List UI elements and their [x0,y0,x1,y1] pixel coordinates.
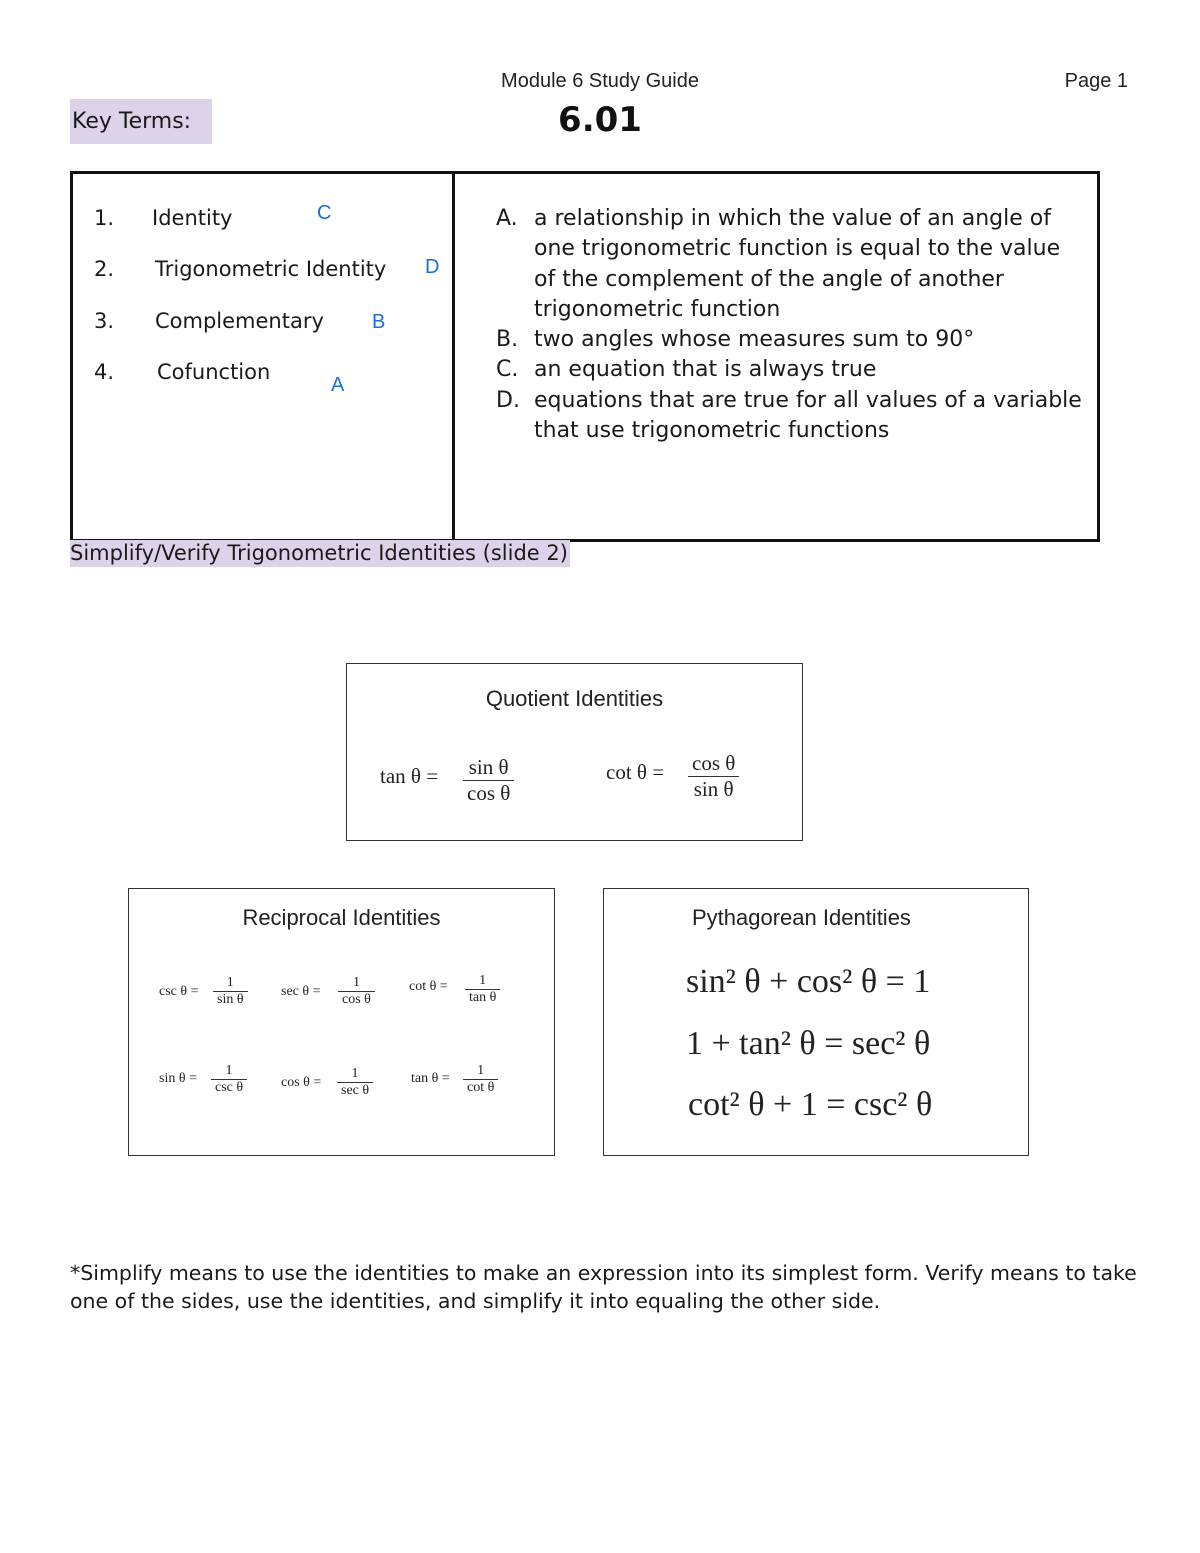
definition-text: equations that are true for all values of a variable that use trigonometric functions [534,387,1082,444]
pythagorean-identities-title: Pythagorean Identities [692,905,911,930]
term-answer: D [425,256,440,278]
table-divider [452,171,455,542]
definition-text: an equation that is always true [534,357,877,383]
definition-item [496,355,1086,385]
term-number: 3. [94,309,115,333]
section-number: 6.01 [558,100,642,140]
sin-fraction [211,1063,247,1096]
cot-fraction [688,751,739,802]
sec-fraction [338,975,375,1008]
cot-recip-denominator: tan θ [469,990,497,1005]
cot-recip-fraction [465,973,500,1006]
definition-letter: C. [496,357,519,383]
term-number: 4. [94,360,115,384]
definition-item [496,386,1086,447]
sin-denominator: csc θ [215,1080,244,1095]
cot-denominator: sin θ [693,777,734,801]
key-terms-label: Key Terms: [70,99,212,144]
tan-recip-lhs: tan θ = [411,1071,450,1086]
quotient-identities-box [346,663,803,841]
definition-item [496,325,1086,355]
cos-lhs: cos θ = [281,1075,322,1090]
sec-numerator: 1 [338,975,375,992]
term-identity: Identity [152,206,233,230]
cos-fraction [337,1066,373,1099]
sin-lhs: sin θ = [159,1071,197,1086]
tan-denominator: cos θ [467,781,511,805]
document-title: Module 6 Study Guide [501,70,699,92]
term-number: 2. [94,257,115,281]
definition-letter: D. [496,387,520,413]
cot-recip-numerator: 1 [465,973,500,990]
tan-recip-fraction [463,1063,498,1096]
section-subheading: Simplify/Verify Trigonometric Identities (slide 2) [70,541,568,565]
definition-text: a relationship in which the value of an angle of one trigonometric function is equal to the value of the complement of the angle of another trigonometric function [534,206,1061,322]
csc-fraction [213,975,248,1008]
cot-lhs: cot θ = [606,760,665,784]
cot-numerator: cos θ [688,751,739,777]
definition-text: two angles whose measures sum to 90° [534,327,975,353]
pythagorean-identities-box [603,888,1029,1156]
csc-denominator: sin θ [217,992,244,1007]
cos-numerator: 1 [337,1066,373,1083]
tan-recip-numerator: 1 [463,1063,498,1080]
sec-denominator: cos θ [342,992,371,1007]
term-complementary: Complementary [155,309,324,333]
term-answer: A [331,374,345,396]
pythagorean-equation-3: cot² θ + 1 = csc² θ [688,1086,933,1123]
term-answer: C [317,202,332,224]
cos-denominator: sec θ [341,1083,370,1098]
tan-lhs: tan θ = [380,764,439,788]
tan-numerator: sin θ [463,755,514,781]
page-number: Page 1 [1064,70,1128,92]
cot-recip-lhs: cot θ = [409,979,448,994]
csc-numerator: 1 [213,975,248,992]
definition-letter: B. [496,327,519,353]
definition-letter: A. [496,206,518,231]
tan-fraction [463,755,514,806]
pythagorean-equation-2: 1 + tan² θ = sec² θ [686,1025,931,1062]
pythagorean-equation-1: sin² θ + cos² θ = 1 [686,963,931,1000]
reciprocal-identities-box [128,888,555,1156]
definition-item [496,204,1086,325]
definitions-list [496,204,1086,446]
term-trigonometric-identity: Trigonometric Identity [155,257,387,281]
csc-lhs: csc θ = [159,984,199,999]
sec-lhs: sec θ = [281,984,321,999]
term-answer: B [372,311,386,333]
term-cofunction: Cofunction [157,360,271,384]
quotient-identities-title: Quotient Identities [485,686,664,711]
footnote: *Simplify means to use the identities to make an expression into its simplest form. Verify means to take one of the sides, use the identities, and simplify it into equaling the other side. [70,1261,1137,1313]
sin-numerator: 1 [211,1063,247,1080]
tan-recip-denominator: cot θ [467,1080,495,1095]
reciprocal-identities-title: Reciprocal Identities [242,905,441,930]
term-number: 1. [94,206,115,230]
